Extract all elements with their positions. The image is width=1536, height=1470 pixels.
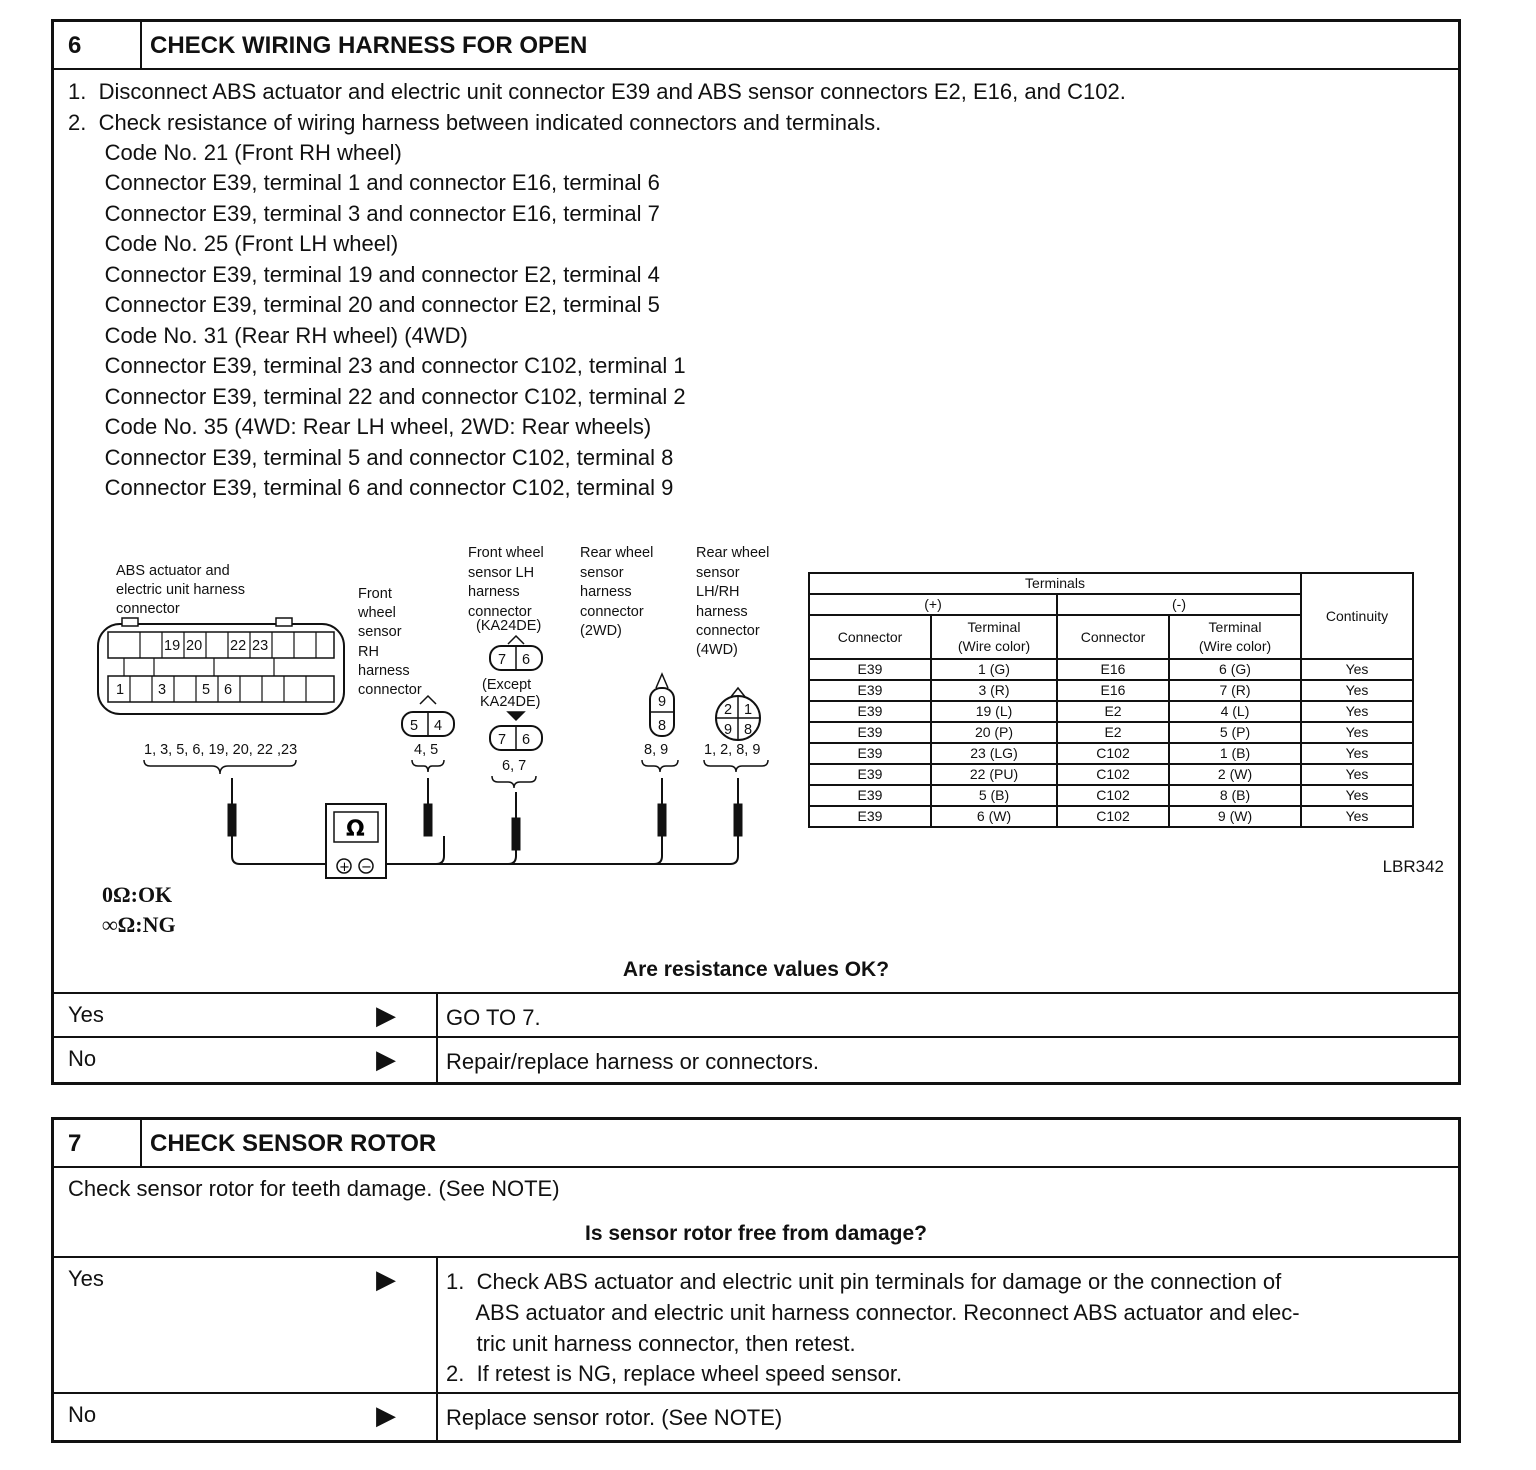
- rear-2wd-pin: 9: [658, 694, 667, 710]
- abs-pin-label: 23: [252, 638, 269, 654]
- rear-4wd-pin: 1: [744, 702, 753, 718]
- front-rh-label: Front: [358, 586, 392, 602]
- no-label: No: [68, 1046, 97, 1071]
- instruction-line: 1. Disconnect ABS actuator and electric unit connector E39 and ABS sensor connectors E2, E16, and C102.: [68, 79, 1126, 104]
- table-header: Continuity: [1301, 573, 1413, 659]
- abs-connector-icon: [98, 618, 344, 714]
- question: Are resistance values OK?: [622, 958, 890, 981]
- instruction-line: Connector E39, terminal 3 and connector E16, terminal 7: [68, 201, 660, 226]
- front-lh-label: sensor LH: [468, 565, 535, 581]
- yes-label: Yes: [68, 1266, 104, 1291]
- yes-row: [54, 1256, 1458, 1394]
- abs-connector-label: ABS actuator and: [116, 563, 230, 579]
- instruction-line: Connector E39, terminal 5 and connector C102, terminal 8: [68, 445, 674, 470]
- rear-4wd-terminals: 1, 2, 8, 9: [704, 742, 761, 758]
- rear-4wd-pin: 8: [744, 722, 753, 738]
- front-lh-variant: (Except: [482, 677, 532, 693]
- rear-2wd-label: (2WD): [580, 623, 622, 639]
- yes-row: [54, 992, 1458, 1038]
- rear-2wd-label: sensor: [580, 565, 624, 581]
- rear-4wd-label: Rear wheel: [696, 545, 770, 561]
- table-header: Terminals: [809, 573, 1301, 594]
- abs-pin-label: 1: [116, 682, 125, 698]
- rear-4wd-pin: 9: [724, 722, 733, 738]
- yes-result-line: tric unit harness connector, then retest.: [446, 1331, 856, 1356]
- front-rh-pin: 4: [434, 718, 443, 734]
- table-row: E39 6 (W) C102 9 (W) Yes: [809, 806, 1413, 827]
- yes-result-cell: [436, 994, 541, 1038]
- plus-icon: +: [339, 860, 350, 875]
- rear-4wd-label: connector: [696, 623, 760, 639]
- test-leads: [228, 778, 742, 864]
- arrow-right-icon: ▶: [376, 1400, 396, 1430]
- abs-pin-label: 22: [230, 638, 247, 654]
- no-row: [54, 1036, 1458, 1084]
- abs-terminals-label: 1, 3, 5, 6, 19, 20, 22 ,23: [144, 742, 298, 758]
- front-rh-label: sensor: [358, 624, 402, 640]
- ng-text: ∞Ω:NG: [102, 912, 176, 937]
- ok-text: 0Ω:OK: [102, 882, 173, 907]
- yes-label: Yes: [68, 1002, 104, 1027]
- table-row: E39 5 (B) C102 8 (B) Yes: [809, 785, 1413, 806]
- question: Is sensor rotor free from damage?: [585, 1222, 927, 1245]
- rear-4wd-connector-icon: [716, 688, 760, 740]
- step-title: CHECK WIRING HARNESS FOR OPEN: [150, 32, 588, 59]
- front-lh-label: connector: [468, 604, 532, 620]
- front-rh-terminals: 4, 5: [414, 742, 439, 758]
- table-header: Terminal (Wire color): [931, 615, 1057, 659]
- yes-result-line: 2. If retest is NG, replace wheel speed sensor.: [446, 1361, 903, 1386]
- front-lh-label: harness: [468, 584, 520, 600]
- instruction-line: Connector E39, terminal 20 and connector E2, terminal 5: [68, 292, 660, 317]
- abs-pin-label: 19: [164, 638, 181, 654]
- yes-result: GO TO 7.: [446, 1005, 541, 1030]
- yes-result-line: ABS actuator and electric unit harness connector. Reconnect ABS actuator and elec-: [446, 1300, 1300, 1325]
- no-row: [54, 1392, 1458, 1442]
- rear-2wd-terminals: 8, 9: [644, 742, 669, 758]
- rear-4wd-label: (4WD): [696, 642, 738, 658]
- table-row: E39 1 (G) E16 6 (G) Yes: [809, 659, 1413, 680]
- step-number: 7: [54, 1120, 142, 1166]
- figure-code: LBR342: [1382, 857, 1444, 876]
- abs-pin-label: 6: [224, 682, 233, 698]
- front-rh-label: harness: [358, 663, 410, 679]
- table-header: Connector: [1057, 615, 1169, 659]
- instruction-line: Connector E39, terminal 19 and connector E2, terminal 4: [68, 262, 660, 287]
- table-row: E39 22 (PU) C102 2 (W) Yes: [809, 764, 1413, 785]
- front-rh-label: RH: [358, 644, 379, 660]
- arrow-right-icon: ▶: [376, 1264, 396, 1294]
- abs-pin-label: 3: [158, 682, 167, 698]
- no-label: No: [68, 1402, 97, 1427]
- arrow-right-icon: ▶: [376, 1044, 396, 1074]
- abs-pin-label: 5: [202, 682, 211, 698]
- rear-2wd-label: connector: [580, 604, 644, 620]
- front-lh-pin: 7: [498, 732, 507, 748]
- instruction-line: Check sensor rotor for teeth damage. (See NOTE): [68, 1176, 560, 1201]
- front-lh-variant: (KA24DE): [476, 618, 542, 634]
- table-header: (-): [1057, 594, 1301, 615]
- rear-2wd-pin: 8: [658, 718, 667, 734]
- arrow-right-icon: ▶: [376, 1000, 396, 1030]
- rear-2wd-label: Rear wheel: [580, 545, 654, 561]
- instruction-line: Connector E39, terminal 22 and connector C102, terminal 2: [68, 384, 686, 409]
- ohm-symbol: Ω: [346, 817, 365, 842]
- minus-icon: −: [361, 860, 372, 875]
- no-result-cell: [436, 1038, 819, 1084]
- front-lh-label: Front wheel: [468, 545, 544, 561]
- no-result-cell: [436, 1394, 783, 1442]
- rear-4wd-label: sensor: [696, 565, 740, 581]
- wiring-diagram: [94, 522, 814, 875]
- instruction-line: Connector E39, terminal 23 and connector C102, terminal 1: [68, 353, 686, 378]
- front-lh-variant: KA24DE): [480, 694, 541, 710]
- step-7-header: [54, 1120, 1458, 1168]
- continuity-table: [808, 572, 1414, 828]
- instruction-line: Connector E39, terminal 6 and connector C102, terminal 9: [68, 475, 674, 500]
- yes-result-line: 1. Check ABS actuator and electric unit pin terminals for damage or the connection of: [446, 1269, 1282, 1294]
- step-6-block: [51, 19, 1461, 1085]
- front-lh-pin: 7: [498, 652, 507, 668]
- table-header: (+): [809, 594, 1057, 615]
- front-lh-pin: 6: [522, 732, 531, 748]
- step-title: CHECK SENSOR ROTOR: [150, 1130, 437, 1157]
- front-rh-label: wheel: [358, 605, 396, 621]
- table-row: E39 3 (R) E16 7 (R) Yes: [809, 680, 1413, 701]
- step-number: 6: [54, 22, 142, 68]
- instruction-line: Connector E39, terminal 1 and connector E16, terminal 6: [68, 170, 660, 195]
- rear-4wd-label: LH/RH: [696, 584, 740, 600]
- instruction-line: Code No. 31 (Rear RH wheel) (4WD): [68, 323, 468, 348]
- no-result: Repair/replace harness or connectors.: [446, 1049, 819, 1074]
- step-6-header: [54, 22, 1458, 70]
- front-rh-label: connector: [358, 682, 422, 698]
- abs-connector-label: electric unit harness: [116, 582, 245, 598]
- abs-connector-label: connector: [116, 601, 180, 617]
- rear-2wd-label: harness: [580, 584, 632, 600]
- table-header: Terminal (Wire color): [1169, 615, 1301, 659]
- instruction-line: Code No. 35 (4WD: Rear LH wheel, 2WD: Rear wheels): [68, 414, 652, 439]
- front-lh-terminals: 6, 7: [502, 758, 527, 774]
- table-header: Connector: [809, 615, 931, 659]
- front-rh-pin: 5: [410, 718, 419, 734]
- rear-4wd-label: harness: [696, 604, 748, 620]
- table-row: E39 19 (L) E2 4 (L) Yes: [809, 701, 1413, 722]
- instruction-line: 2. Check resistance of wiring harness between indicated connectors and terminals.: [68, 110, 882, 135]
- instruction-line: Code No. 21 (Front RH wheel): [68, 140, 402, 165]
- table-row: E39 23 (LG) C102 1 (B) Yes: [809, 743, 1413, 764]
- table-row: E39 20 (P) E2 5 (P) Yes: [809, 722, 1413, 743]
- no-result: Replace sensor rotor. (See NOTE): [446, 1405, 783, 1430]
- abs-pin-label: 20: [186, 638, 203, 654]
- rear-4wd-pin: 2: [724, 702, 733, 718]
- instruction-line: Code No. 25 (Front LH wheel): [68, 231, 399, 256]
- step-7-block: [51, 1117, 1461, 1443]
- ok-ng-legend: [102, 880, 176, 940]
- yes-result-cell: [436, 1258, 1300, 1394]
- front-lh-pin: 6: [522, 652, 531, 668]
